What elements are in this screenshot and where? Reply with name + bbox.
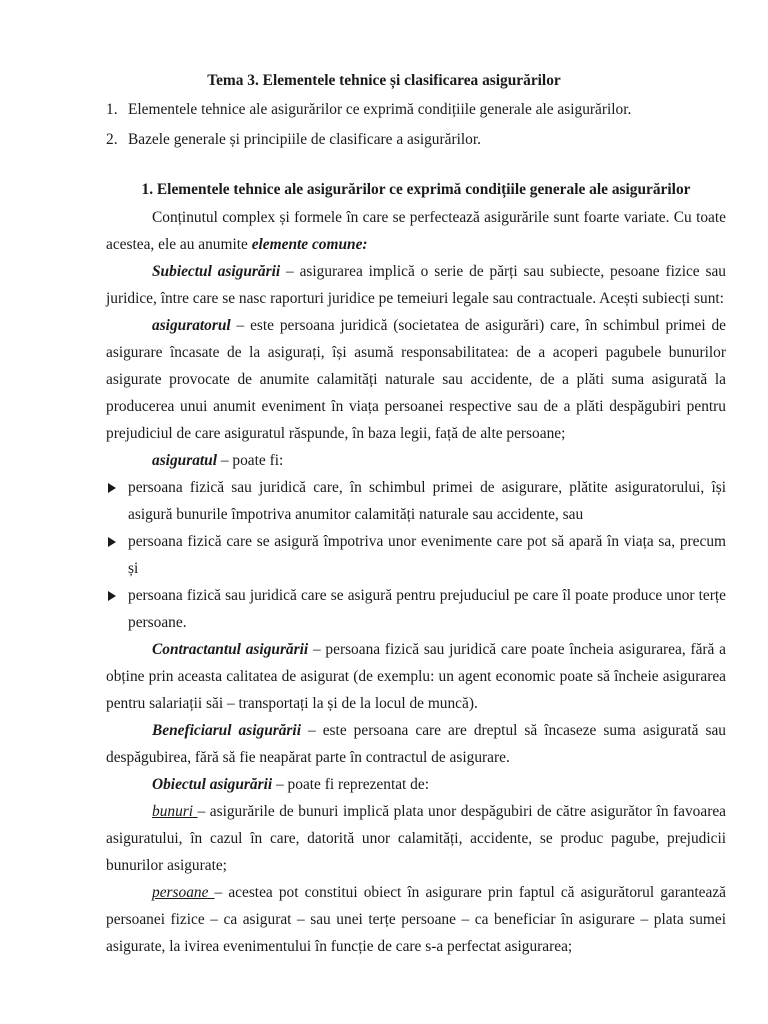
arrow-bullet-icon <box>108 483 116 493</box>
defined-term: Obiectul asigurării <box>152 776 273 793</box>
paragraph-text: – acestea pot constitui obiect în asigurare prin faptul că asigurătorul garantează persoanei fizice – ca asigurat – sau unei terțe persoane – ca beneficiar în asigurare – plata sumei asigurate, la ivirea evenimentului în funcție de care s-a perfectat asigurarea; <box>106 884 726 955</box>
defined-term: asiguratul <box>152 452 218 469</box>
toc-item-text: Bazele generale și principiile de clasificare a asigurărilor. <box>128 131 481 148</box>
arrow-bullet-icon <box>108 537 116 547</box>
paragraph-text: – este persoana care are dreptul să încaseze suma asigurată sau despăgubirea, fără să fie neapărat parte în contractul de asigurare. <box>106 722 726 766</box>
paragraph-obiectul <box>106 771 726 798</box>
defined-term: Subiectul asigurării <box>152 263 281 280</box>
paragraph-text: – poate fi: <box>217 452 284 469</box>
paragraph-intro <box>106 204 726 258</box>
paragraph-text: – poate fi reprezentat de: <box>272 776 429 793</box>
toc-item-1 <box>106 95 726 125</box>
paragraph-contractantul <box>106 636 726 717</box>
defined-term: Beneficiarul asigurării <box>152 722 301 739</box>
arrow-bullet-icon <box>108 591 116 601</box>
paragraph-bunuri <box>106 798 726 879</box>
paragraph-text: – este persoana juridică (societatea de asigurări) care, în schimbul primei de asigurare încasate de la asigurați, își asumă responsabilitatea: de a acoperi pagubele bunurilor asigurate provocate de anumite calamități naturale sau accidente, de a plăti suma asigurată la producerea unui anumit eveniment în viața persoanei respective sau de a plăti despăgubiri pentru prejudiciul de care asiguratul răspunde, în baza legii, față de alte persoane; <box>106 317 726 442</box>
paragraph-beneficiarul <box>106 717 726 771</box>
paragraph-text: Conținutul complex și formele în care se perfectează asigurările sunt foarte variate. Cu toate acestea, ele au anumite <box>106 209 726 253</box>
list-item <box>106 474 726 528</box>
defined-term: Contractantul asigurării <box>152 641 309 658</box>
paragraph-subiectul <box>106 258 726 312</box>
document-body <box>106 176 726 960</box>
paragraph-text: – asigurarea implică o serie de părți sau subiecte, pesoane fizice sau juridice, între care se nasc raporturi juridice pe temeiuri legale sau contractuale. Acești subiecți sunt: <box>106 263 727 307</box>
paragraph-persoane <box>106 879 726 960</box>
document-title: Tema 3. Elementele tehnice și clasificarea asigurărilor <box>207 72 561 89</box>
list-item-text: persoana fizică care se asigură împotriva unor evenimente care pot să apară în viața sa, precum și <box>128 533 726 577</box>
paragraph-text: – persoana fizică sau juridică care poate încheia asigurarea, fără a obține prin aceasta calitatea de asigurat (de exemplu: un agent economic poate să încheie asigurarea pentru salariații săi – transportați la și de la locul de muncă). <box>106 641 726 712</box>
table-of-contents <box>106 95 726 155</box>
list-item <box>106 528 726 582</box>
toc-item-text: Elementele tehnice ale asigurărilor ce exprimă condițiile generale ale asigurărilor. <box>128 101 632 118</box>
list-item-text: persoana fizică sau juridică care, în schimbul primei de asigurare, plătite asiguratorului, își asigură bunurile împotriva anumitor calamități naturale sau accidente, sau <box>128 479 726 523</box>
toc-item-number: 1. <box>106 101 118 118</box>
underlined-term: persoane <box>152 884 215 901</box>
paragraph-asiguratorul <box>106 312 726 447</box>
list-item <box>106 582 726 636</box>
list-item-text: persoana fizică sau juridică care se asigură pentru prejuduciul pe care îl poate produce unor terțe persoane. <box>128 587 726 631</box>
emphasized-term: elemente comune: <box>251 236 368 253</box>
section-heading: 1. Elementele tehnice ale asigurărilor ce exprimă condițiile generale ale asigurărilor <box>141 181 691 198</box>
defined-term: asiguratorul <box>152 317 231 334</box>
paragraph-text: – asigurările de bunuri implică plata unor despăgubiri de către asigurător în favoarea asiguratului, în cazul în care, datorită unor calamități, accidente, se produc pagube, prejudicii bunurilor asigurate; <box>106 803 726 874</box>
bullet-list <box>106 474 726 636</box>
underlined-term: bunuri <box>152 803 198 820</box>
toc-item-number: 2. <box>106 131 118 148</box>
paragraph-asiguratul <box>106 447 726 474</box>
toc-item-2 <box>106 125 726 155</box>
